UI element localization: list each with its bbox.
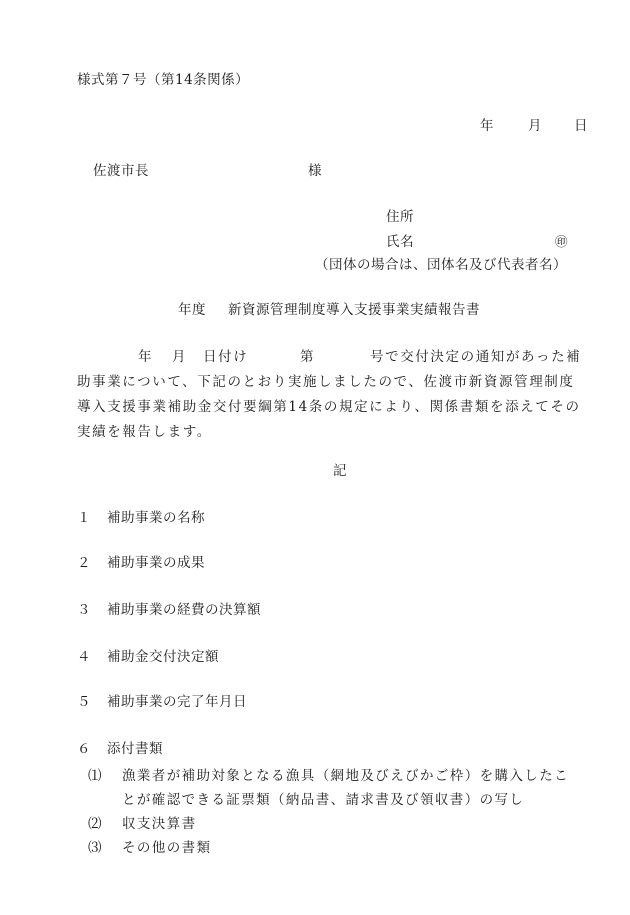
item-number: ２ [77,555,91,571]
attachment-text: その他の書類 [122,840,212,856]
attachment-item [88,764,569,788]
item-label: 補助金交付決定額 [107,649,219,665]
item-number: ６ [77,741,91,757]
date-year-label: 年 [480,118,494,134]
list-item [77,647,219,667]
addressee-honorific: 様 [308,163,322,179]
address-label: 住所 [386,209,414,225]
body-line-1 [77,345,590,370]
date-month-label: 月 [528,118,542,134]
body-paragraph [77,345,590,445]
title-text: 新資源管理制度導入支援事業実績報告書 [228,302,480,318]
document-title [0,300,630,320]
body-month-label: 月 [172,349,188,365]
attachment-number: ⑴ [88,768,103,784]
list-item [77,553,205,573]
item-label: 補助事業の経費の決算額 [107,602,261,618]
item-number: ５ [77,694,91,710]
body-line-4: 実績を報告します。 [77,424,212,440]
body-line-2: 助事業について、下記のとおり実施しましたので、佐渡市新資源管理制度 [77,374,575,390]
attachment-number: ⑶ [88,840,103,856]
item-number: ３ [77,602,91,618]
attachment-item [88,812,197,836]
title-fiscal-year: 年度 [178,302,206,318]
body-line-3: 導入支援事業補助金交付要綱第14条の規定により、関係書類を添えてその [77,399,581,415]
item-label: 補助事業の名称 [107,510,205,526]
date-day-label: 日 [574,118,588,134]
body-year-label: 年 [138,349,154,365]
attachment-continuation: とが確認できる証票類（納品書、請求書及び領収書）の写し [122,792,525,808]
organization-note: （団体の場合は、団体名及び代表者名） [315,257,567,273]
name-label: 氏名 [386,234,414,250]
ki-heading: 記 [333,463,347,479]
item-number: ４ [77,649,91,665]
body-line-1-text: 号で交付決定の通知があった補 [370,349,582,365]
seal-mark: ㊞ [555,234,569,249]
body-number-prefix: 第 [300,349,316,365]
attachment-item [88,836,211,860]
date-line [0,116,630,136]
addressee-name: 佐渡市長 [93,163,149,179]
attachment-text: 収支決算書 [122,816,197,832]
item-label: 添付書類 [107,741,163,757]
form-number: 様式第７号（第14条関係） [77,72,250,88]
attachment-number: ⑵ [88,816,103,832]
attachment-text: 漁業者が補助対象となる漁具（網地及びえびかご枠）を購入したこ [122,768,569,784]
item-label: 補助事業の成果 [107,555,205,571]
list-item [77,600,261,620]
list-item [77,739,163,759]
list-item [77,508,205,528]
item-label: 補助事業の完了年月日 [107,694,247,710]
list-item [77,692,247,712]
body-day-label: 日付け [203,349,249,365]
item-number: １ [77,510,91,526]
